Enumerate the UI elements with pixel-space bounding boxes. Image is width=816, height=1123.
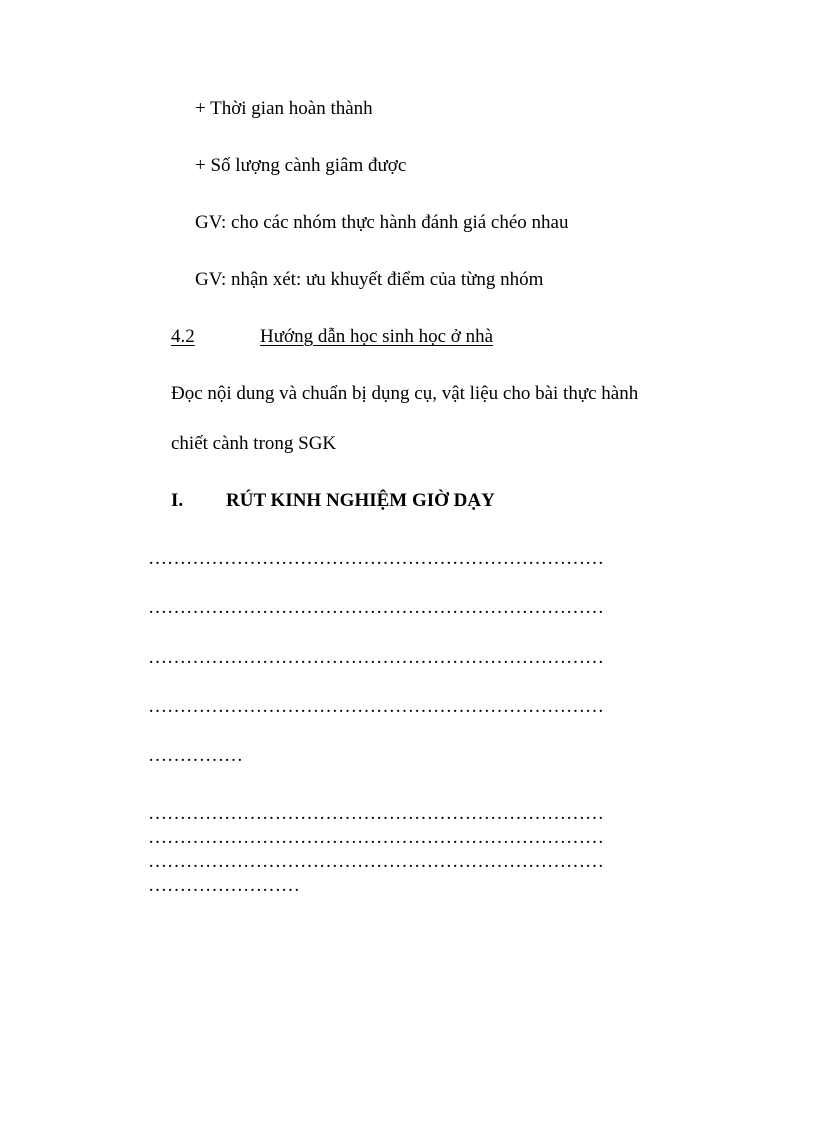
blank-line-8: ……………………………………………………………… bbox=[148, 851, 604, 872]
section-number-4-2: 4.2 bbox=[171, 326, 195, 347]
blank-line-4: ……………………………………………………………… bbox=[148, 696, 604, 717]
blank-line-7: ……………………………………………………………… bbox=[148, 827, 604, 848]
teacher-comment: GV: nhận xét: ưu khuyết điểm của từng nhóm bbox=[195, 269, 544, 290]
section-numeral-I: I. bbox=[171, 490, 184, 511]
blank-line-1: ……………………………………………………………… bbox=[148, 548, 604, 569]
homework-line-2: chiết cành trong SGK bbox=[171, 433, 337, 454]
blank-line-6: ……………………………………………………………… bbox=[148, 803, 604, 824]
homework-line-1: Đọc nội dung và chuẩn bị dụng cụ, vật liệu cho bài thực hành bbox=[171, 383, 639, 404]
bullet-completion-time: + Thời gian hoàn thành bbox=[195, 98, 373, 119]
blank-line-5: …………… bbox=[148, 745, 243, 766]
blank-line-9: …………………… bbox=[148, 875, 300, 896]
blank-line-3: ……………………………………………………………… bbox=[148, 647, 604, 668]
teacher-cross-evaluation: GV: cho các nhóm thực hành đánh giá chéo nhau bbox=[195, 212, 569, 233]
blank-line-2: ……………………………………………………………… bbox=[148, 597, 604, 618]
section-title-teaching-review: RÚT KINH NGHIỆM GIỜ DẠY bbox=[226, 490, 495, 511]
section-title-homework-guide: Hướng dẫn học sinh học ở nhà bbox=[260, 326, 494, 347]
bullet-cutting-count: + Số lượng cành giâm được bbox=[195, 155, 407, 176]
